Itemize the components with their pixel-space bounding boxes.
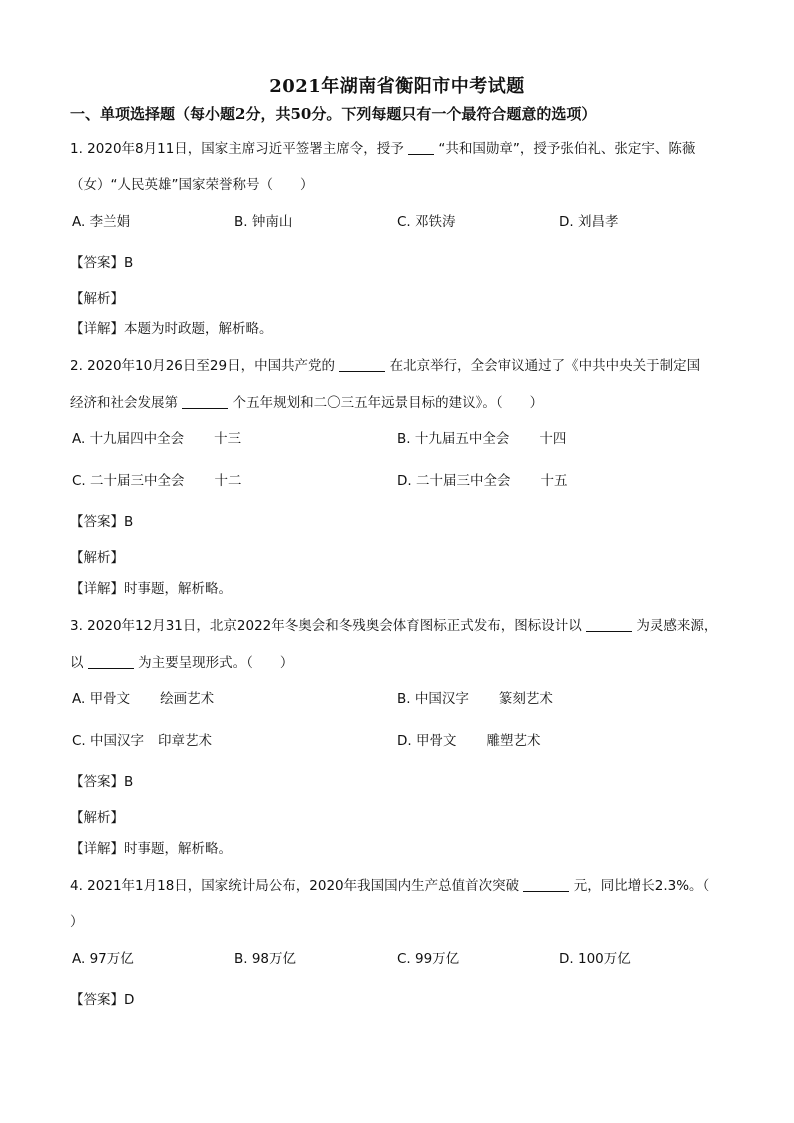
option-extra: 十三 [214, 431, 242, 447]
question-1-option-c: C. 邓铁涛 [397, 214, 456, 230]
option-extra: 绘画艺术 [160, 691, 215, 707]
option-label: C. 中国汉字 [72, 733, 145, 749]
question-2-detail: 【详解】时事题，解析略。 [70, 581, 232, 597]
question-3-option-a [72, 689, 214, 709]
question-4-option-b: B. 98万亿 [234, 951, 297, 967]
question-4-text-line-1 [70, 876, 730, 896]
question-1-option-d: D. 刘昌孝 [559, 214, 619, 230]
question-4-text-b: 元，同比增长2.3%。（ [573, 878, 710, 894]
question-3-text-line-2 [70, 653, 730, 673]
option-extra: 十四 [539, 431, 567, 447]
question-4-option-a: A. 97万亿 [72, 951, 134, 967]
question-4-option-c: C. 99万亿 [397, 951, 460, 967]
question-2-answer: 【答案】B [70, 514, 134, 530]
option-extra: 十五 [540, 473, 568, 489]
question-2-text-c: 经济和社会发展第 [70, 395, 178, 411]
question-2-analysis: 【解析】 [70, 550, 124, 566]
answer-blank [182, 394, 228, 409]
question-3-text-d: 为主要呈现形式。（ ） [138, 655, 294, 671]
option-label: C. 二十届三中全会 [72, 473, 185, 489]
question-2-text-d: 个五年规划和二〇三五年远景目标的建议》。（ ） [232, 395, 544, 411]
question-4-answer: 【答案】D [70, 992, 135, 1008]
option-extra: 雕塑艺术 [486, 733, 541, 749]
question-3-option-d [397, 731, 540, 751]
question-3-text-a: 3. 2020年12月31日，北京2022年冬奥会和冬残奥会体育图标正式发布，图标设计以 [70, 618, 582, 634]
question-2-text-b: 在北京举行，全会审议通过了《中共中央关于制定国 [389, 358, 701, 374]
option-extra: 印章艺术 [158, 733, 213, 749]
option-label: A. 十九届四中全会 [72, 431, 185, 447]
option-label: D. 二十届三中全会 [397, 473, 511, 489]
answer-blank [523, 877, 569, 892]
option-extra: 篆刻艺术 [498, 691, 553, 707]
question-1-text-a: 1. 2020年8月11日，国家主席习近平签署主席令，授予 [70, 141, 404, 157]
question-3-text-c: 以 [70, 655, 84, 671]
question-2-option-d [397, 471, 567, 491]
question-3-detail: 【详解】时事题，解析略。 [70, 841, 232, 857]
question-1-answer: 【答案】B [70, 255, 134, 271]
exam-title: 2021年湖南省衡阳市中考试题 [269, 76, 525, 97]
question-1-text-b: “共和国勋章”，授予张伯礼、张定宇、陈薇 [438, 141, 696, 157]
question-2-option-b [397, 429, 566, 449]
question-3-answer: 【答案】B [70, 774, 134, 790]
question-3-text-line-1 [70, 616, 730, 636]
question-1-text-line-2: （女）“人民英雄”国家荣誉称号（ ） [70, 177, 314, 193]
question-2-option-a [72, 429, 241, 449]
question-1-option-a: A. 李兰娟 [72, 214, 131, 230]
question-1-detail: 【详解】本题为时政题，解析略。 [70, 321, 273, 337]
question-3-text-b: 为灵感来源， [636, 618, 718, 634]
question-4-text-line-2: ） [70, 914, 84, 930]
option-label: A. 甲骨文 [72, 691, 131, 707]
answer-blank [339, 357, 385, 372]
question-1-analysis: 【解析】 [70, 291, 124, 307]
answer-blank [408, 140, 434, 155]
option-extra: 十二 [214, 473, 242, 489]
question-4-option-d: D. 100万亿 [559, 951, 631, 967]
question-3-analysis: 【解析】 [70, 810, 124, 826]
question-2-text-line-1 [70, 356, 730, 376]
answer-blank [88, 654, 134, 669]
answer-blank [586, 617, 632, 632]
question-2-text-line-2 [70, 393, 730, 413]
question-1-option-b: B. 钟南山 [234, 214, 293, 230]
question-1-text-line-1 [70, 139, 730, 159]
question-3-option-b [397, 689, 553, 709]
option-label: B. 中国汉字 [397, 691, 469, 707]
question-4-text-a: 4. 2021年1月18日，国家统计局公布，2020年我国国内生产总值首次突破 [70, 878, 520, 894]
question-2-text-a: 2. 2020年10月26日至29日，中国共产党的 [70, 358, 336, 374]
option-label: D. 甲骨文 [397, 733, 457, 749]
option-label: B. 十九届五中全会 [397, 431, 510, 447]
question-2-option-c [72, 471, 242, 491]
question-3-option-c [72, 731, 212, 751]
section-heading: 一、单项选择题（每小题2分，共50分。下列每题只有一个最符合题意的选项） [70, 105, 597, 123]
